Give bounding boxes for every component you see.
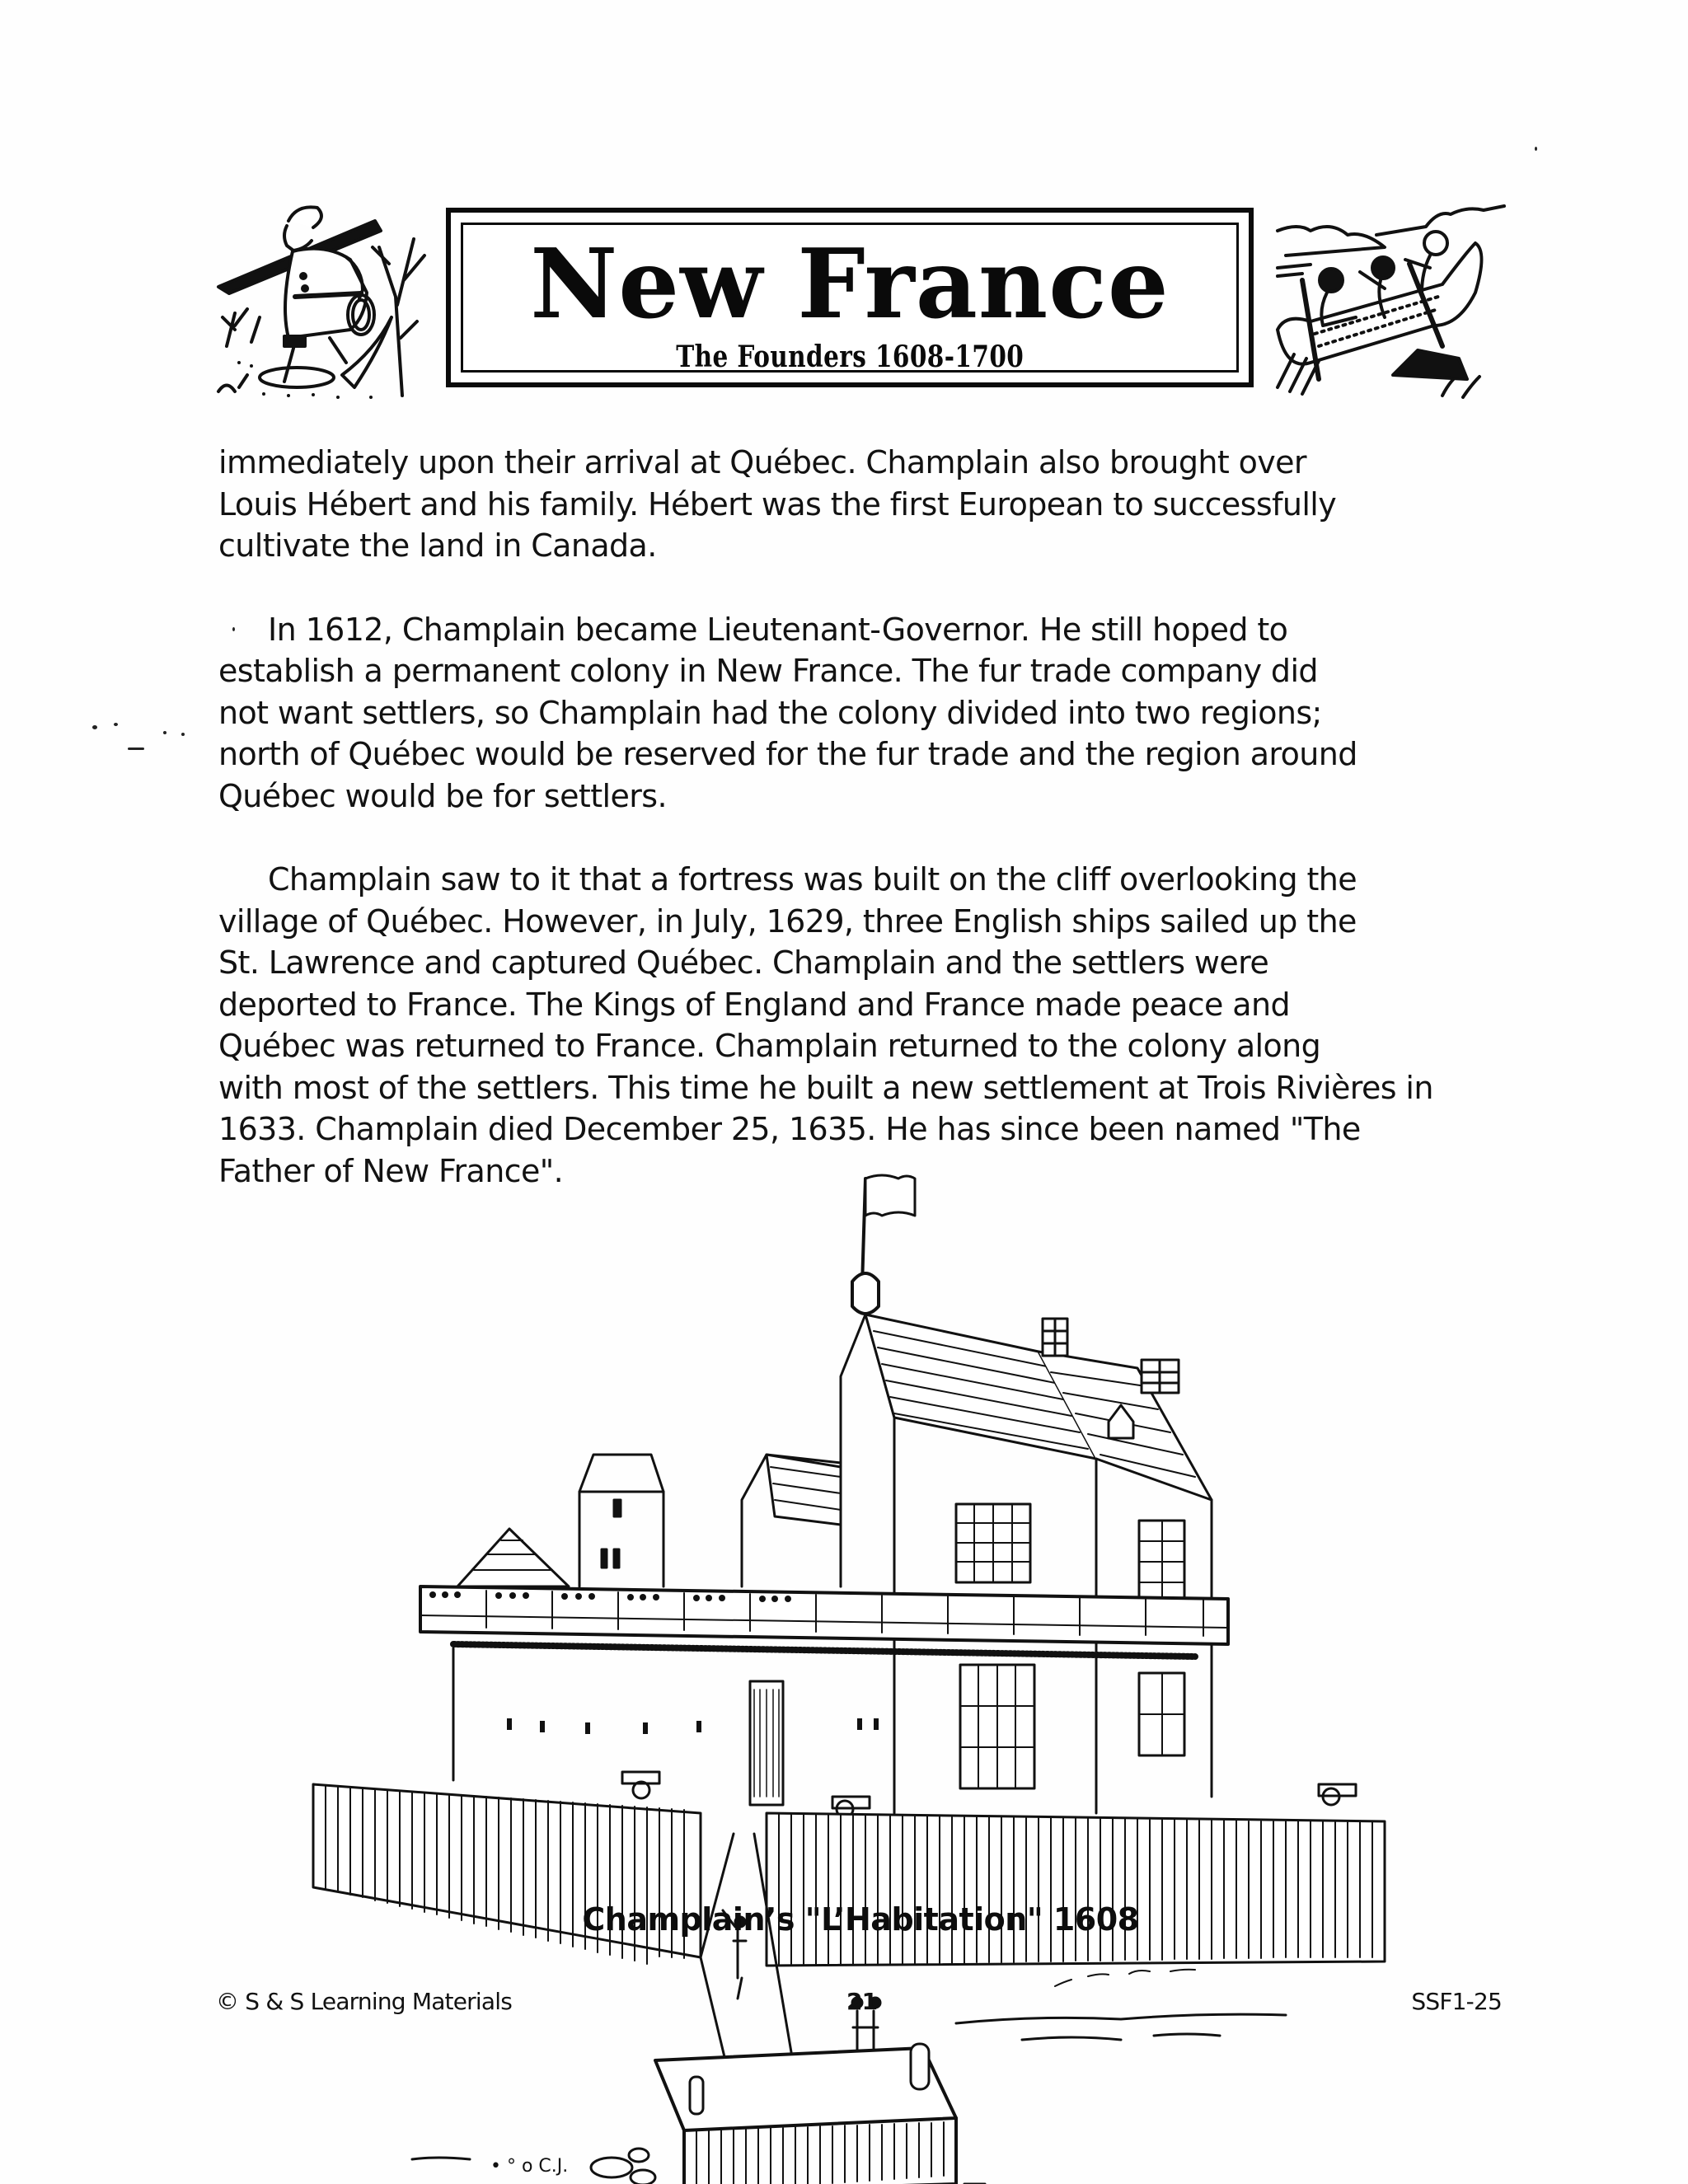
text-line: establish a permanent colony in New France. The fur trade company did xyxy=(218,653,1318,689)
text-line: Champlain saw to it that a fortress was built on the cliff overlooking the xyxy=(268,861,1357,898)
text-line: Father of New France". xyxy=(218,1152,564,1189)
title-banner xyxy=(446,208,1254,387)
illustration-caption xyxy=(0,1901,1688,1938)
page-title: New France xyxy=(530,228,1170,340)
text-line: St. Lawrence and captured Québec. Champlain and the settlers were xyxy=(218,944,1269,981)
text-line: village of Québec. However, in July, 1629, three English ships sailed up the xyxy=(218,902,1357,940)
scan-speck xyxy=(163,731,166,734)
paragraph-1 xyxy=(218,442,1504,567)
scan-speck xyxy=(1535,147,1537,151)
title-banner-inner xyxy=(461,223,1239,373)
voyageur-illustration-icon xyxy=(206,190,445,404)
scan-speck xyxy=(114,723,118,726)
text-line: In 1612, Champlain became Lieutenant-Governor. He still hoped to xyxy=(268,611,1288,648)
artist-signature: • ° o C.J. xyxy=(490,2156,569,2177)
page-number: 21 xyxy=(846,1988,878,2015)
paragraph-2 xyxy=(218,609,1504,818)
page-header xyxy=(206,165,1508,404)
text-line: Québec would be for settlers. xyxy=(218,777,667,814)
text-line: Québec was returned to France. Champlain returned to the colony along xyxy=(218,1028,1321,1064)
product-code: SSF1-25 xyxy=(1411,1988,1502,2015)
canoe-illustration-icon xyxy=(1261,165,1508,400)
text-line: 1633. Champlain died December 25, 1635. He has since been named "The xyxy=(218,1111,1361,1147)
text-line: Louis Hébert and his family. Hébert was the first European to successfully xyxy=(218,485,1337,523)
page-footer xyxy=(216,1988,1502,2021)
text-line: immediately upon their arrival at Québec. Champlain also brought over xyxy=(218,444,1306,480)
article-body xyxy=(218,442,1504,1234)
scan-speck xyxy=(92,725,97,729)
scan-speck xyxy=(128,748,144,750)
paragraph-3 xyxy=(218,859,1504,1192)
scan-speck xyxy=(181,733,185,736)
text-line: with most of the settlers. This time he built a new settlement at Trois Rivières in xyxy=(218,1069,1433,1106)
text-line: deported to France. The Kings of England and France made peace and xyxy=(218,986,1290,1023)
text-line: cultivate the land in Canada. xyxy=(218,527,657,564)
text-line: north of Québec would be reserved for the fur trade and the region around xyxy=(218,736,1357,772)
publisher-credit: © S & S Learning Materials xyxy=(216,1988,512,2015)
caption-text: Champlain’s "L’Habitation" 1608 xyxy=(582,1901,1139,1938)
page-subtitle: The Founders 1608-1700 xyxy=(676,340,1024,374)
text-line: not want settlers, so Champlain had the colony divided into two regions; xyxy=(218,694,1322,731)
